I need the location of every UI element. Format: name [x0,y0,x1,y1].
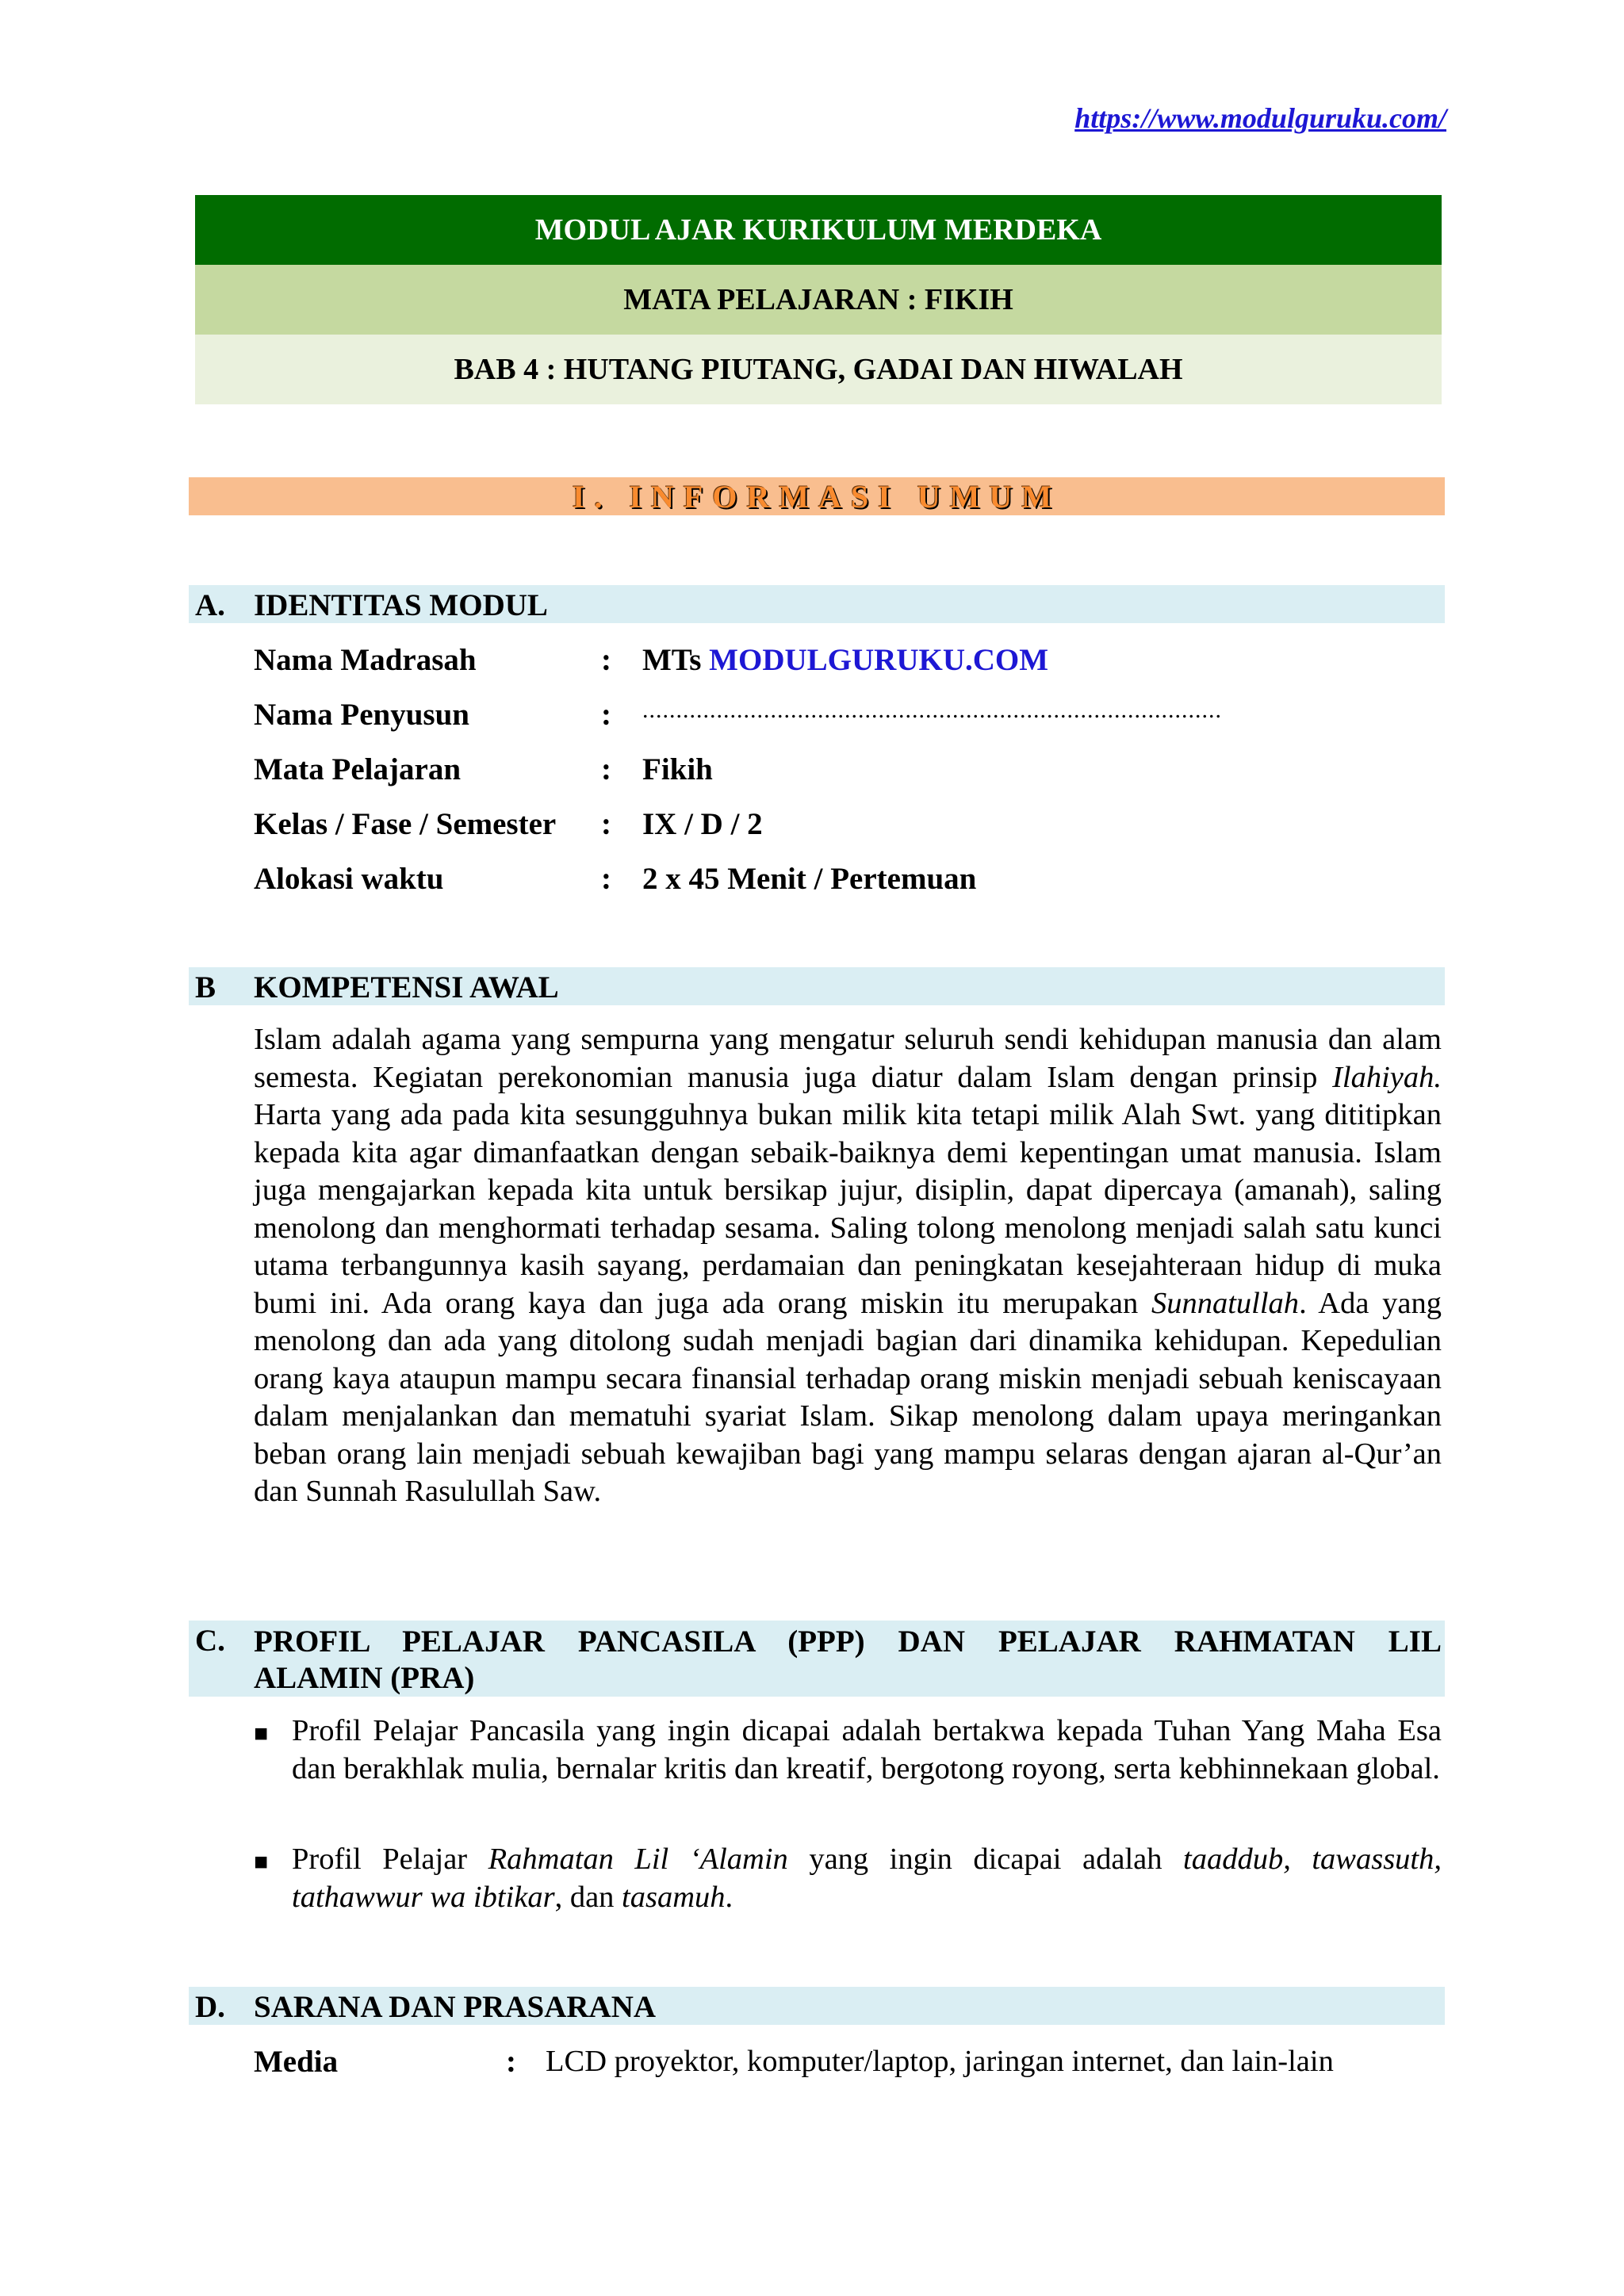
section-c-letter: C. [195,1624,225,1658]
section-c-title-line2: ALAMIN (PRA) [254,1661,475,1695]
paragraph-italic: Ilahiyah. [1332,1060,1442,1094]
label-alokasi-waktu: Alokasi waktu [254,862,444,896]
bullet-icon: ■ [254,1849,269,1875]
info-umum-title: I. INFORMASI UMUM [572,478,1062,515]
label-nama-madrasah: Nama Madrasah [254,643,477,677]
label-media: Media [254,2045,339,2079]
bullet-text: yang ingin dicapai adalah [787,1843,1183,1876]
madrasah-brand: MODULGURUKU.COM [709,643,1049,677]
colon: : [601,752,611,786]
paragraph-text: . Ada yang menolong dan ada yang ditolong sudah menjadi bagian dari dinamika kehidupan. Kepedulian orang kaya ataupun mampu secara finansial terhadap orang miskin menjadi sebuah keniscayaan dalam menjalankan dan mematuhi syariat Islam. Sikap menolong dalam upaya meringankan beban orang lain menjadi sebuah kewajiban bagi yang mampu selaras dengan ajaran al-Qur’an dan Sunnah Rasulullah Saw. [254,1286,1442,1508]
paragraph-text: Harta yang ada pada kita sesungguhnya bukan milik kita tetapi milik Alah Swt. yang dititipkan kepada kita agar dimanfaatkan dengan sebaik-baiknya demi kepentingan umat manusia. Islam juga mengajarkan kepada kita untuk bersikap jujur, disiplin, dapat dipercaya (amanah), saling menolong dan menghormati terhadap sesama. Saling tolong menolong menjadi salah satu kunci utama terbangunnya kasih sayang, perdamaian dan peningkatan kesejahteraan hidup di muka bumi ini. Ada orang kaya dan juga ada orang miskin itu merupakan [254,1098,1442,1320]
bullet-italic: taaddub, tawassuth, tathawwur wa ibtikar [292,1843,1442,1914]
section-b-title: KOMPETENSI AWAL [254,970,559,1004]
paragraph-text: Islam adalah agama yang sempurna yang mengatur seluruh sendi kehidupan manusia dan alam semesta. Kegiatan perekonomian manusia juga diatur dalam Islam dengan prinsip [254,1023,1442,1094]
paragraph-italic: Sunnatullah [1151,1286,1300,1320]
colon: : [506,2045,516,2079]
subject-title: MATA PELAJARAN : FIKIH [623,283,1013,316]
colon: : [601,807,611,841]
info-umum-band [189,477,1445,515]
section-d-letter: D. [195,1990,225,2024]
chapter-title: BAB 4 : HUTANG PIUTANG, GADAI DAN HIWALAH [454,353,1183,386]
website-link[interactable]: https://www.modulguruku.com/ [1074,102,1446,134]
value-alokasi-waktu: 2 x 45 Menit / Pertemuan [642,862,977,896]
bullet-italic: tasamuh [622,1880,726,1914]
chapter-band [195,335,1442,404]
kompetensi-awal-paragraph [254,1021,1442,1511]
madrasah-prefix: MTs [642,643,702,677]
colon: : [601,862,611,896]
section-a-letter: A. [195,588,225,622]
module-title: MODUL AJAR KURIKULUM MERDEKA [534,213,1102,247]
pra-bullet [292,1841,1442,1916]
bullet-text: , dan [554,1880,622,1914]
value-media: LCD proyektor, komputer/laptop, jaringan internet, dan lain-lain [546,2045,1334,2078]
label-mata-pelajaran: Mata Pelajaran [254,752,462,786]
value-kelas-fase-semester: IX / D / 2 [642,807,763,841]
value-nama-madrasah [642,642,1048,678]
label-kelas-fase-semester: Kelas / Fase / Semester [254,807,557,841]
label-nama-penyusun: Nama Penyusun [254,698,469,732]
value-mata-pelajaran: Fikih [642,752,713,786]
bullet-text: Profil Pelajar [292,1843,488,1876]
subject-band [195,265,1442,335]
colon: : [601,698,611,732]
bullet-icon: ■ [254,1720,269,1747]
section-d-title: SARANA DAN PRASARANA [254,1990,657,2024]
value-nama-penyusun: ...................................................................................... [642,697,1222,723]
section-b-letter: B [195,970,216,1004]
colon: : [601,643,611,677]
ppp-bullet: Profil Pelajar Pancasila yang ingin dicapai adalah bertakwa kepada Tuhan Yang Maha Esa dan berakhlak mulia, bernalar kritis dan kreatif, bergotong royong, serta kebhinnekaan global. [292,1714,1442,1785]
section-a-title: IDENTITAS MODUL [254,588,548,622]
module-title-band [195,195,1442,265]
section-c-title-line1: PROFIL PELAJAR PANCASILA (PPP) DAN PELAJAR RAHMATAN LIL [254,1624,1442,1659]
bullet-italic: Rahmatan Lil ‘Alamin [488,1843,788,1876]
bullet-text: . [725,1880,733,1914]
